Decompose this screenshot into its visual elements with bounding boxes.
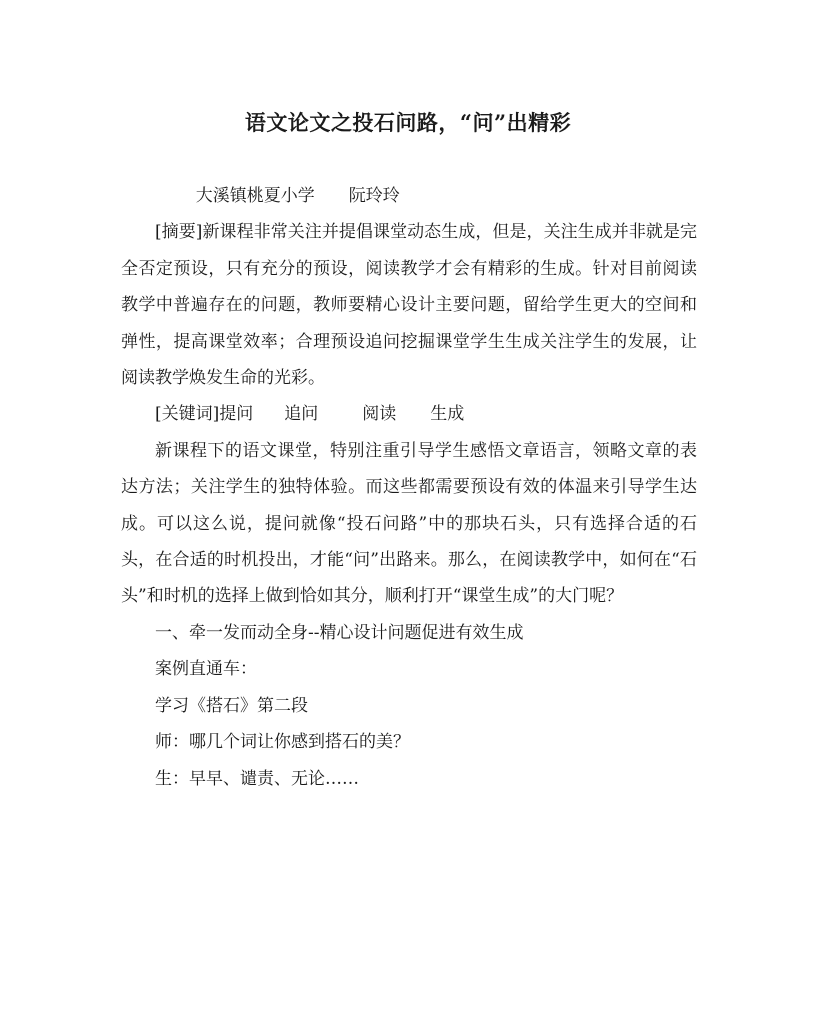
- author-line: [121, 178, 697, 214]
- case-line: 生：早早、谴责、无论……: [155, 768, 359, 789]
- case-line: 师：哪几个词让你感到搭石的美？: [155, 732, 410, 753]
- keyword-item: 追问: [284, 404, 319, 425]
- keyword-item: 阅读: [362, 404, 397, 425]
- keyword-item: 生成: [430, 404, 465, 425]
- document-body: [121, 178, 697, 797]
- keywords-label: [关键词]提问: [155, 404, 254, 425]
- keywords-line: [121, 396, 697, 432]
- section-heading: 一、牵一发而动全身--精心设计问题促进有效生成: [155, 622, 524, 643]
- document-title: 语文论文之投石问路，“问”出精彩: [244, 110, 572, 135]
- case-line: 案例直通车：: [155, 659, 257, 680]
- case-line: 学习《搭石》第二段: [155, 695, 308, 716]
- author-school: 大溪镇桃夏小学: [195, 186, 315, 206]
- body-paragraph: 新课程下的语文课堂，特别注重引导学生感悟文章语言，领略文章的表达方法；关注学生的独特体验。而这些都需要预设有效的体温来引导学生达成。可以这么说，提问就像“投石问路”中的那块石头，只有选择合适的石头，在合适的时机投出，才能“问”出路来。那么，在阅读教学中，如何在“石头”和时机的选择上做到恰如其分，顺利打开“课堂生成”的大门呢？: [121, 440, 697, 607]
- abstract-paragraph: [摘要]新课程非常关注并提倡课堂动态生成，但是，关注生成并非就是完全否定预设，只有充分的预设，阅读教学才会有精彩的生成。针对目前阅读教学中普遍存在的问题，教师要精心设计主要问题，留给学生更大的空间和弹性，提高课堂效率；合理预设追问挖掘课堂学生生成关注学生的发展，让阅读教学焕发生命的光彩。: [121, 222, 697, 389]
- author-name: 阮玲玲: [348, 186, 400, 206]
